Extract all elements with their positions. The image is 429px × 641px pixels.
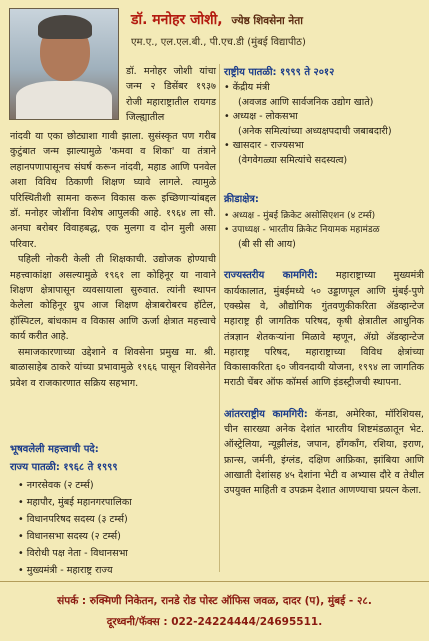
bio-body [10,129,216,391]
list-item: • विधानपरिषद सदस्य (३ टर्म्स) [18,511,216,528]
degrees-line: एम.ए., एल.एल.बी., पी.एच.डी (मुंबई विद्यापीठ) [131,37,306,48]
national-heading: राष्ट्रीय पातळी: १९९९ ते २०१२ [224,67,335,78]
person-name: डॉ. मनोहर जोशी, [131,12,223,28]
list-item: • केंद्रीय मंत्री [224,82,270,93]
intl-work-heading: आंतरराष्ट्रीय कामगिरी: [224,408,308,420]
list-item: • विरोधी पक्ष नेता - विधानसभा [18,545,216,562]
portrait-shirt [16,81,112,120]
posts-section [10,441,216,579]
state-level-heading: राज्य पातळी: १९६८ ते १९९९ [10,462,118,473]
phone-line: दूरध्वनी/फॅक्स : 022-24224444/24695511. [106,616,323,628]
bio-paragraph-2: पहिली नोकरी केली ती शिक्षकाची. उद्योजक होण्याची महत्त्वाकांक्षा असल्यामुळे १९६१ ला कोहिनूर या नावाने शिक्षण क्षेत्रापासून व्यवसायाला सुरुवात. त्यांनी स्थापन केलेला कोहिनूर ग्रुप आज शिक्षण क्षेत्राबरोबरच हॉटेल, हॉस्पिटल, बांधकाम व विकास आणि ऊर्जा क्षेत्रात महत्त्वाचे कार्य करीत आहे. [10,254,216,343]
right-column [224,64,424,499]
list-item: • मुख्यमंत्री - महाराष्ट्र राज्य [18,562,216,579]
sports-list [224,209,424,253]
list-item: • अध्यक्ष - मुंबई क्रिकेट असोसिएशन (४ टर्म्स) [224,210,376,221]
bio-paragraph-1: नांदवी या एका छोट्याशा गावी झाला. सुसंस्कृत पण गरीब कुटुंबात जन्म झाल्यामुळे 'कमवा व शिका' या तंत्राने लहानपणापासूनच संघर्ष करून नांदवी, महाड आणि पनवेल अशा विविध ठिकाणी शिक्षण घ्यावे लागले. त्यामुळे परिस्थितीशी सामना करून विकास करू इच्छिणाऱ्यांबद्दल डॉ. मनोहर जोशींना विशेष आपुलकी आहे. १९६४ ला सौ. अनघा बरोबर विवाहबद्ध, एक मुलगा व दोन मुली असा परिवार. [10,131,216,250]
list-item-note: (अनेक समित्यांच्या अध्यक्षपदाची जबाबदारी) [238,125,392,137]
list-item: • नगरसेवक (२ टर्म्स) [18,477,216,494]
list-item: • अध्यक्ष - लोकसभा [224,111,298,123]
column-divider [219,64,220,572]
state-posts-list [10,477,216,579]
name-heading [131,10,423,29]
national-list [224,81,424,169]
posts-heading: भूषवलेली महत्त्वाची पदे: [10,444,99,455]
portrait-photo [9,8,119,120]
state-work-text: महाराष्ट्राच्या मुख्यमंत्री कार्यकालात, मुंबईमध्ये ५० उड्डाणपूल आणि मुंबई-पुणे एक्स्प्रेस वे, औद्योगिक गुंतवणुकीकरिता ॲडव्हान्टेज महाराष्ट्र ही जागतिक परिषद, कृषी क्षेत्रातील आधुनिक तंत्रज्ञान शेतकऱ्यांना मिळावे म्हणून, ॲग्रो ॲडव्हान्टेज महाराष्ट्र परिषद, महाराष्ट्राच्या विविध क्षेत्रांच्या विकासाकरिता ६० जीवनदायी योजना, १९९४ ला जागतिक मराठी चेंबर ऑफ कॉमर्स आणि इंडस्ट्रीजची स्थापना. [224,270,424,389]
list-item: • उपाध्यक्ष - भारतीय क्रिकेट नियामक महामंडळ [224,225,380,236]
intl-work-section [224,407,424,499]
list-item: • खासदार - राज्यसभा [224,140,304,152]
state-work-heading: राज्यस्तरीय कामगिरी: [224,270,318,282]
list-item-note: (वेगवेगळ्या समित्यांचे सदस्यत्व) [238,154,348,166]
intl-work-text: कॅनडा, अमेरिका, मॉरिशियस, चीन सारख्या अनेक देशांत भारतीय शिष्टमंडळातून भेट. ऑस्ट्रेलिया, न्यूझीलंड, जपान, हाँगकाँग, रशिया, इराण, फ्रान्स, जर्मनी, इंग्लंड, दक्षिण आफ्रिका, झांबिया आणि आखाती देशांसह ४५ देशांना भेटी व अभ्यास दौरे व तेथील उपयुक्त माहिती व उपक्रम देशात आणण्याचा प्रयत्न केला. [224,408,424,497]
sports-heading: क्रीडाक्षेत्र: [224,193,259,205]
bio-paragraph-3: समाजकारणाच्या उद्देशाने व शिवसेना प्रमुख मा. श्री. बाळासाहेब ठाकरे यांच्या प्रभावामुळे १९६६ पासून शिवसेनेत प्रवेश व राजकारणात सक्रिय सहभाग. [10,346,216,389]
bio-intro: डॉ. मनोहर जोशी यांचा जन्म २ डिसेंबर १९३७ रोजी महाराष्ट्रातील रायगड जिल्ह्यातील [126,66,216,124]
list-item: • महापौर, मुंबई महानगरपालिका [18,494,216,511]
portrait-hair [38,15,92,39]
list-item-note: (बी सी सी आय) [238,238,296,250]
state-work-section [224,268,424,390]
address-line: संपर्क : रुक्मिणी निकेतन, रानडे रोड पोस्ट ऑफिस जवळ, दादर (प), मुंबई - २८. [57,595,372,607]
list-item-note: (अवजड आणि सार्वजनिक उद्योग खाते) [238,96,374,108]
contact-footer [0,581,429,641]
person-role: ज्येष्ठ शिवसेना नेता [231,15,303,27]
list-item: • विधानसभा सदस्य (२ टर्म्स) [18,528,216,545]
